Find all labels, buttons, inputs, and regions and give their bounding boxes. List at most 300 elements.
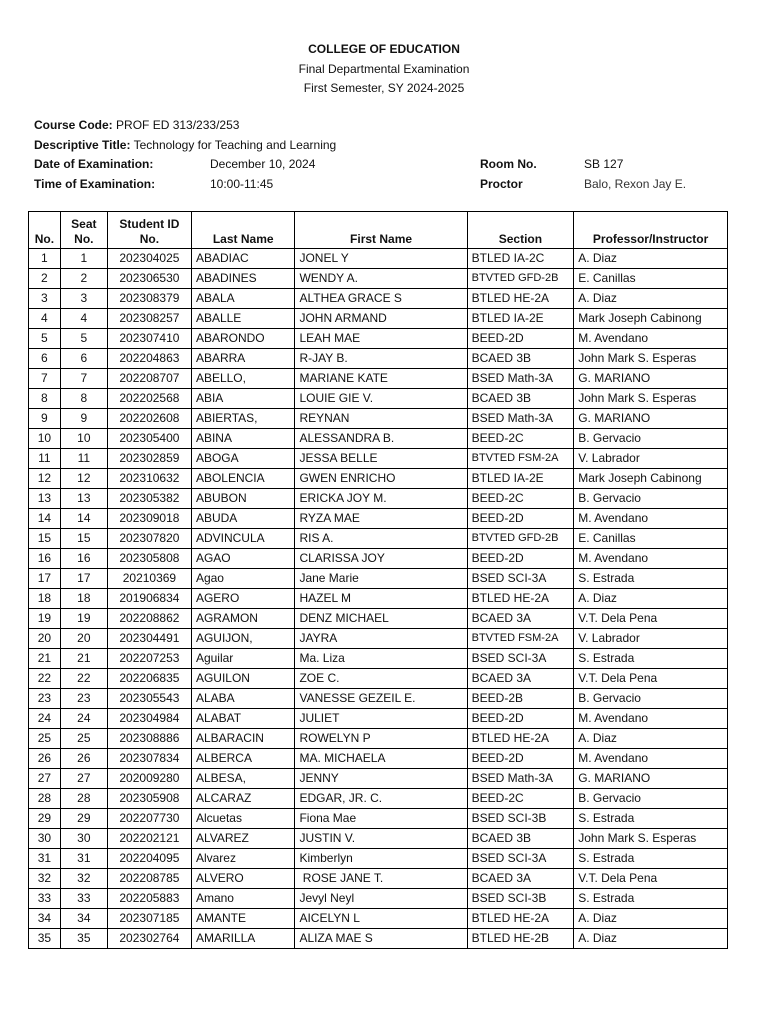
row-no-cell: 24 bbox=[29, 709, 61, 729]
time-row bbox=[34, 175, 734, 195]
last-name-cell: Alcuetas bbox=[191, 809, 295, 829]
first-name-cell: ZOE C. bbox=[295, 669, 467, 689]
table-row bbox=[29, 449, 728, 469]
time-value: 10:00-11:45 bbox=[210, 176, 274, 191]
first-name-cell: JONEL Y bbox=[295, 249, 467, 269]
first-name-cell: ROWELYN P bbox=[295, 729, 467, 749]
student-id-cell: 202207253 bbox=[107, 649, 191, 669]
student-id-cell: 202308886 bbox=[107, 729, 191, 749]
row-no-cell: 18 bbox=[29, 589, 61, 609]
professor-cell: A. Diaz bbox=[574, 729, 728, 749]
table-row bbox=[29, 369, 728, 389]
student-id-cell: 202307410 bbox=[107, 329, 191, 349]
seat-no-cell: 22 bbox=[60, 669, 107, 689]
first-name-cell: REYNAN bbox=[295, 409, 467, 429]
table-row bbox=[29, 829, 728, 849]
student-id-cell: 202305382 bbox=[107, 489, 191, 509]
last-name-cell: AGAO bbox=[191, 549, 295, 569]
course-code-value: PROF ED 313/233/253 bbox=[116, 118, 240, 132]
student-id-cell: 202304984 bbox=[107, 709, 191, 729]
last-name-cell: ABADINES bbox=[191, 269, 295, 289]
date-label: Date of Examination: bbox=[34, 157, 154, 171]
last-name-cell: ALCARAZ bbox=[191, 789, 295, 809]
first-name-cell: Fiona Mae bbox=[295, 809, 467, 829]
seat-no-cell: 4 bbox=[60, 309, 107, 329]
row-no-cell: 11 bbox=[29, 449, 61, 469]
seat-no-cell: 25 bbox=[60, 729, 107, 749]
student-id-cell: 202204095 bbox=[107, 849, 191, 869]
seat-no-cell: 29 bbox=[60, 809, 107, 829]
table-row bbox=[29, 409, 728, 429]
table-row bbox=[29, 869, 728, 889]
professor-cell: B. Gervacio bbox=[574, 789, 728, 809]
seat-no-cell: 32 bbox=[60, 869, 107, 889]
seat-no-cell: 28 bbox=[60, 789, 107, 809]
seat-no-cell: 5 bbox=[60, 329, 107, 349]
seat-no-cell: 15 bbox=[60, 529, 107, 549]
student-id-cell: 202306530 bbox=[107, 269, 191, 289]
seat-no-cell: 21 bbox=[60, 649, 107, 669]
first-name-cell: WENDY A. bbox=[295, 269, 467, 289]
first-name-cell: GWEN ENRICHO bbox=[295, 469, 467, 489]
seat-no-cell: 17 bbox=[60, 569, 107, 589]
section-cell: BEED-2D bbox=[467, 329, 574, 349]
table-row bbox=[29, 929, 728, 949]
last-name-cell: AGRAMON bbox=[191, 609, 295, 629]
professor-cell: S. Estrada bbox=[574, 649, 728, 669]
descriptive-title-row bbox=[34, 136, 734, 156]
student-id-cell: 202307820 bbox=[107, 529, 191, 549]
header-section: Section bbox=[467, 212, 574, 249]
section-cell: BCAED 3A bbox=[467, 669, 574, 689]
first-name-cell: CLARISSA JOY bbox=[295, 549, 467, 569]
last-name-cell: ALBESA, bbox=[191, 769, 295, 789]
seat-no-cell: 14 bbox=[60, 509, 107, 529]
row-no-cell: 26 bbox=[29, 749, 61, 769]
seat-no-cell: 23 bbox=[60, 689, 107, 709]
table-row bbox=[29, 689, 728, 709]
date-value: December 10, 2024 bbox=[210, 157, 316, 171]
last-name-cell: AMARILLA bbox=[191, 929, 295, 949]
section-cell: BCAED 3B bbox=[467, 829, 574, 849]
first-name-cell: MA. MICHAELA bbox=[295, 749, 467, 769]
table-row bbox=[29, 769, 728, 789]
student-id-cell: 202309018 bbox=[107, 509, 191, 529]
section-cell: BTLED IA-2E bbox=[467, 309, 574, 329]
table-row bbox=[29, 469, 728, 489]
first-name-cell: DENZ MICHAEL bbox=[295, 609, 467, 629]
table-header-row bbox=[29, 212, 728, 249]
professor-cell: S. Estrada bbox=[574, 889, 728, 909]
first-name-cell: LOUIE GIE V. bbox=[295, 389, 467, 409]
table-row bbox=[29, 309, 728, 329]
table-row bbox=[29, 909, 728, 929]
room-value: SB 127 bbox=[584, 157, 624, 171]
section-cell: BEED-2D bbox=[467, 709, 574, 729]
row-no-cell: 15 bbox=[29, 529, 61, 549]
header-professor: Professor/Instructor bbox=[574, 212, 728, 249]
first-name-cell: RYZA MAE bbox=[295, 509, 467, 529]
row-no-cell: 10 bbox=[29, 429, 61, 449]
header-seat-no bbox=[60, 212, 107, 249]
row-no-cell: 35 bbox=[29, 929, 61, 949]
seat-no-cell: 7 bbox=[60, 369, 107, 389]
table-row bbox=[29, 669, 728, 689]
seat-no-cell: 12 bbox=[60, 469, 107, 489]
table-row bbox=[29, 589, 728, 609]
table-body bbox=[29, 249, 728, 949]
professor-cell: B. Gervacio bbox=[574, 689, 728, 709]
professor-cell: Mark Joseph Cabinong bbox=[574, 469, 728, 489]
section-cell: BEED-2B bbox=[467, 689, 574, 709]
professor-cell: S. Estrada bbox=[574, 569, 728, 589]
seat-no-cell: 11 bbox=[60, 449, 107, 469]
last-name-cell: ABINA bbox=[191, 429, 295, 449]
student-id-cell: 202302764 bbox=[107, 929, 191, 949]
seat-no-cell: 24 bbox=[60, 709, 107, 729]
seat-no-cell: 2 bbox=[60, 269, 107, 289]
last-name-cell: AGERO bbox=[191, 589, 295, 609]
last-name-cell: ABIERTAS, bbox=[191, 409, 295, 429]
section-cell: BTLED IA-2C bbox=[467, 249, 574, 269]
row-no-cell: 4 bbox=[29, 309, 61, 329]
section-cell: BEED-2C bbox=[467, 429, 574, 449]
row-no-cell: 34 bbox=[29, 909, 61, 929]
last-name-cell: ABOGA bbox=[191, 449, 295, 469]
student-id-cell: 202310632 bbox=[107, 469, 191, 489]
last-name-cell: ABALLE bbox=[191, 309, 295, 329]
student-id-cell: 202302859 bbox=[107, 449, 191, 469]
student-id-cell: 202304025 bbox=[107, 249, 191, 269]
section-cell: BSED SCI-3A bbox=[467, 649, 574, 669]
row-no-cell: 33 bbox=[29, 889, 61, 909]
first-name-cell: Jevyl Neyl bbox=[295, 889, 467, 909]
row-no-cell: 13 bbox=[29, 489, 61, 509]
professor-cell: M. Avendano bbox=[574, 549, 728, 569]
seat-no-cell: 30 bbox=[60, 829, 107, 849]
section-cell: BSED SCI-3B bbox=[467, 889, 574, 909]
table-row bbox=[29, 809, 728, 829]
college-name: COLLEGE OF EDUCATION bbox=[308, 42, 460, 56]
first-name-cell: VANESSE GEZEIL E. bbox=[295, 689, 467, 709]
professor-cell: V.T. Dela Pena bbox=[574, 669, 728, 689]
section-cell: BTLED HE-2A bbox=[467, 909, 574, 929]
professor-cell: B. Gervacio bbox=[574, 429, 728, 449]
first-name-cell: JOHN ARMAND bbox=[295, 309, 467, 329]
professor-cell: John Mark S. Esperas bbox=[574, 389, 728, 409]
section-cell: BCAED 3A bbox=[467, 609, 574, 629]
table-row bbox=[29, 249, 728, 269]
last-name-cell: Agao bbox=[191, 569, 295, 589]
seat-no-cell: 13 bbox=[60, 489, 107, 509]
student-id-cell: 202208707 bbox=[107, 369, 191, 389]
header-last-name: Last Name bbox=[191, 212, 295, 249]
seat-no-cell: 3 bbox=[60, 289, 107, 309]
student-id-cell: 201906834 bbox=[107, 589, 191, 609]
section-cell: BTVTED GFD-2B bbox=[467, 529, 574, 549]
professor-cell: John Mark S. Esperas bbox=[574, 349, 728, 369]
last-name-cell: ALBERCA bbox=[191, 749, 295, 769]
professor-cell: V. Labrador bbox=[574, 629, 728, 649]
first-name-cell: JENNY bbox=[295, 769, 467, 789]
last-name-cell: ABALA bbox=[191, 289, 295, 309]
header-id-line2: No. bbox=[139, 232, 160, 246]
row-no-cell: 25 bbox=[29, 729, 61, 749]
last-name-cell: ADVINCULA bbox=[191, 529, 295, 549]
row-no-cell: 17 bbox=[29, 569, 61, 589]
table-row bbox=[29, 629, 728, 649]
seat-no-cell: 18 bbox=[60, 589, 107, 609]
last-name-cell: ALABA bbox=[191, 689, 295, 709]
section-cell: BTVTED FSM-2A bbox=[467, 449, 574, 469]
row-no-cell: 8 bbox=[29, 389, 61, 409]
row-no-cell: 27 bbox=[29, 769, 61, 789]
student-id-cell: 202305908 bbox=[107, 789, 191, 809]
row-no-cell: 19 bbox=[29, 609, 61, 629]
student-id-cell: 202308257 bbox=[107, 309, 191, 329]
last-name-cell: ABIA bbox=[191, 389, 295, 409]
table-row bbox=[29, 529, 728, 549]
last-name-cell: ABARONDO bbox=[191, 329, 295, 349]
table-row bbox=[29, 269, 728, 289]
table-row bbox=[29, 509, 728, 529]
row-no-cell: 32 bbox=[29, 869, 61, 889]
section-cell: BEED-2C bbox=[467, 489, 574, 509]
professor-cell: E. Canillas bbox=[574, 529, 728, 549]
course-code-label: Course Code: bbox=[34, 118, 113, 132]
row-no-cell: 28 bbox=[29, 789, 61, 809]
professor-cell: G. MARIANO bbox=[574, 369, 728, 389]
student-id-cell: 202305400 bbox=[107, 429, 191, 449]
student-id-cell: 202208862 bbox=[107, 609, 191, 629]
professor-cell: M. Avendano bbox=[574, 749, 728, 769]
table-row bbox=[29, 549, 728, 569]
first-name-cell: RIS A. bbox=[295, 529, 467, 549]
student-id-cell: 202202568 bbox=[107, 389, 191, 409]
header-no: No. bbox=[29, 212, 61, 249]
seat-no-cell: 26 bbox=[60, 749, 107, 769]
student-id-cell: 202009280 bbox=[107, 769, 191, 789]
table-row bbox=[29, 749, 728, 769]
student-id-cell: 202305808 bbox=[107, 549, 191, 569]
section-cell: BTLED HE-2A bbox=[467, 289, 574, 309]
student-id-cell: 20210369 bbox=[107, 569, 191, 589]
student-id-cell: 202308379 bbox=[107, 289, 191, 309]
seat-no-cell: 27 bbox=[60, 769, 107, 789]
section-cell: BCAED 3B bbox=[467, 389, 574, 409]
student-roster-table bbox=[28, 211, 728, 949]
table-row bbox=[29, 489, 728, 509]
section-cell: BTLED HE-2A bbox=[467, 729, 574, 749]
first-name-cell: Jane Marie bbox=[295, 569, 467, 589]
seat-no-cell: 8 bbox=[60, 389, 107, 409]
table-row bbox=[29, 889, 728, 909]
professor-cell: Mark Joseph Cabinong bbox=[574, 309, 728, 329]
professor-cell: V. Labrador bbox=[574, 449, 728, 469]
section-cell: BTLED HE-2A bbox=[467, 589, 574, 609]
exam-details bbox=[34, 116, 734, 194]
section-cell: BSED Math-3A bbox=[467, 769, 574, 789]
professor-cell: A. Diaz bbox=[574, 589, 728, 609]
section-cell: BSED Math-3A bbox=[467, 369, 574, 389]
student-id-cell: 202304491 bbox=[107, 629, 191, 649]
first-name-cell: Ma. Liza bbox=[295, 649, 467, 669]
last-name-cell: ALBARACIN bbox=[191, 729, 295, 749]
last-name-cell: ALABAT bbox=[191, 709, 295, 729]
seat-no-cell: 34 bbox=[60, 909, 107, 929]
student-id-cell: 202202121 bbox=[107, 829, 191, 849]
table-row bbox=[29, 609, 728, 629]
time-label: Time of Examination: bbox=[34, 176, 156, 191]
table-row bbox=[29, 729, 728, 749]
row-no-cell: 5 bbox=[29, 329, 61, 349]
section-cell: BEED-2D bbox=[467, 549, 574, 569]
professor-cell: M. Avendano bbox=[574, 509, 728, 529]
room-label: Room No. bbox=[480, 157, 537, 171]
descriptive-title-label: Descriptive Title: bbox=[34, 137, 131, 152]
first-name-cell: AICELYN L bbox=[295, 909, 467, 929]
proctor-label: Proctor bbox=[480, 176, 523, 191]
first-name-cell: Kimberlyn bbox=[295, 849, 467, 869]
professor-cell: M. Avendano bbox=[574, 709, 728, 729]
first-name-cell: R-JAY B. bbox=[295, 349, 467, 369]
section-cell: BCAED 3A bbox=[467, 869, 574, 889]
professor-cell: John Mark S. Esperas bbox=[574, 829, 728, 849]
student-id-cell: 202307185 bbox=[107, 909, 191, 929]
professor-cell: S. Estrada bbox=[574, 849, 728, 869]
professor-cell: B. Gervacio bbox=[574, 489, 728, 509]
table-row bbox=[29, 649, 728, 669]
section-cell: BTLED HE-2B bbox=[467, 929, 574, 949]
professor-cell: V.T. Dela Pena bbox=[574, 869, 728, 889]
professor-cell: A. Diaz bbox=[574, 909, 728, 929]
student-id-cell: 202307834 bbox=[107, 749, 191, 769]
professor-cell: A. Diaz bbox=[574, 929, 728, 949]
section-cell: BTLED IA-2E bbox=[467, 469, 574, 489]
first-name-cell: JUSTIN V. bbox=[295, 829, 467, 849]
table-row bbox=[29, 709, 728, 729]
first-name-cell: HAZEL M bbox=[295, 589, 467, 609]
last-name-cell: AMANTE bbox=[191, 909, 295, 929]
seat-no-cell: 1 bbox=[60, 249, 107, 269]
student-id-cell: 202207730 bbox=[107, 809, 191, 829]
row-no-cell: 7 bbox=[29, 369, 61, 389]
section-cell: BEED-2C bbox=[467, 789, 574, 809]
seat-no-cell: 6 bbox=[60, 349, 107, 369]
student-id-cell: 202202608 bbox=[107, 409, 191, 429]
proctor-value: Balo, Rexon Jay E. bbox=[584, 176, 687, 191]
student-id-cell: 202305543 bbox=[107, 689, 191, 709]
header-seat-line2: No. bbox=[74, 232, 94, 246]
first-name-cell: JULIET bbox=[295, 709, 467, 729]
section-cell: BTVTED GFD-2B bbox=[467, 269, 574, 289]
seat-no-cell: 31 bbox=[60, 849, 107, 869]
last-name-cell: Alvarez bbox=[191, 849, 295, 869]
section-cell: BSED SCI-3A bbox=[467, 849, 574, 869]
last-name-cell: Aguilar bbox=[191, 649, 295, 669]
row-no-cell: 1 bbox=[29, 249, 61, 269]
header-seat-line1: Seat bbox=[71, 217, 97, 231]
professor-cell: G. MARIANO bbox=[574, 769, 728, 789]
row-no-cell: 29 bbox=[29, 809, 61, 829]
last-name-cell: ABOLENCIA bbox=[191, 469, 295, 489]
seat-no-cell: 10 bbox=[60, 429, 107, 449]
last-name-cell: ABARRA bbox=[191, 349, 295, 369]
table-row bbox=[29, 789, 728, 809]
table-row bbox=[29, 849, 728, 869]
row-no-cell: 2 bbox=[29, 269, 61, 289]
professor-cell: A. Diaz bbox=[574, 289, 728, 309]
last-name-cell: ABELLO, bbox=[191, 369, 295, 389]
row-no-cell: 9 bbox=[29, 409, 61, 429]
table-row bbox=[29, 429, 728, 449]
seat-no-cell: 20 bbox=[60, 629, 107, 649]
student-id-cell: 202206835 bbox=[107, 669, 191, 689]
date-row bbox=[34, 155, 734, 175]
section-cell: BCAED 3B bbox=[467, 349, 574, 369]
row-no-cell: 12 bbox=[29, 469, 61, 489]
table-row bbox=[29, 349, 728, 369]
first-name-cell: JESSA BELLE bbox=[295, 449, 467, 469]
seat-no-cell: 16 bbox=[60, 549, 107, 569]
first-name-cell: ALESSANDRA B. bbox=[295, 429, 467, 449]
student-id-cell: 202208785 bbox=[107, 869, 191, 889]
table-row bbox=[29, 329, 728, 349]
row-no-cell: 16 bbox=[29, 549, 61, 569]
professor-cell: E. Canillas bbox=[574, 269, 728, 289]
first-name-cell: ALTHEA GRACE S bbox=[295, 289, 467, 309]
row-no-cell: 14 bbox=[29, 509, 61, 529]
document-header bbox=[0, 40, 768, 99]
professor-cell: G. MARIANO bbox=[574, 409, 728, 429]
first-name-cell: ALIZA MAE S bbox=[295, 929, 467, 949]
row-no-cell: 21 bbox=[29, 649, 61, 669]
row-no-cell: 6 bbox=[29, 349, 61, 369]
student-id-cell: 202204863 bbox=[107, 349, 191, 369]
last-name-cell: AGUIJON, bbox=[191, 629, 295, 649]
header-student-id bbox=[107, 212, 191, 249]
last-name-cell: Amano bbox=[191, 889, 295, 909]
table-row bbox=[29, 389, 728, 409]
table-row bbox=[29, 569, 728, 589]
last-name-cell: ABUBON bbox=[191, 489, 295, 509]
first-name-cell: JAYRA bbox=[295, 629, 467, 649]
table-row bbox=[29, 289, 728, 309]
row-no-cell: 22 bbox=[29, 669, 61, 689]
seat-no-cell: 35 bbox=[60, 929, 107, 949]
first-name-cell: EDGAR, JR. C. bbox=[295, 789, 467, 809]
professor-cell: S. Estrada bbox=[574, 809, 728, 829]
professor-cell: M. Avendano bbox=[574, 329, 728, 349]
section-cell: BEED-2D bbox=[467, 509, 574, 529]
row-no-cell: 30 bbox=[29, 829, 61, 849]
row-no-cell: 23 bbox=[29, 689, 61, 709]
first-name-cell: ERICKA JOY M. bbox=[295, 489, 467, 509]
course-code-row bbox=[34, 116, 734, 136]
last-name-cell: AGUILON bbox=[191, 669, 295, 689]
row-no-cell: 31 bbox=[29, 849, 61, 869]
section-cell: BSED SCI-3A bbox=[467, 569, 574, 589]
header-first-name: First Name bbox=[295, 212, 467, 249]
section-cell: BEED-2D bbox=[467, 749, 574, 769]
professor-cell: A. Diaz bbox=[574, 249, 728, 269]
section-cell: BSED Math-3A bbox=[467, 409, 574, 429]
professor-cell: V.T. Dela Pena bbox=[574, 609, 728, 629]
last-name-cell: ALVERO bbox=[191, 869, 295, 889]
section-cell: BTVTED FSM-2A bbox=[467, 629, 574, 649]
exam-name: Final Departmental Examination bbox=[298, 61, 470, 76]
student-id-cell: 202205883 bbox=[107, 889, 191, 909]
